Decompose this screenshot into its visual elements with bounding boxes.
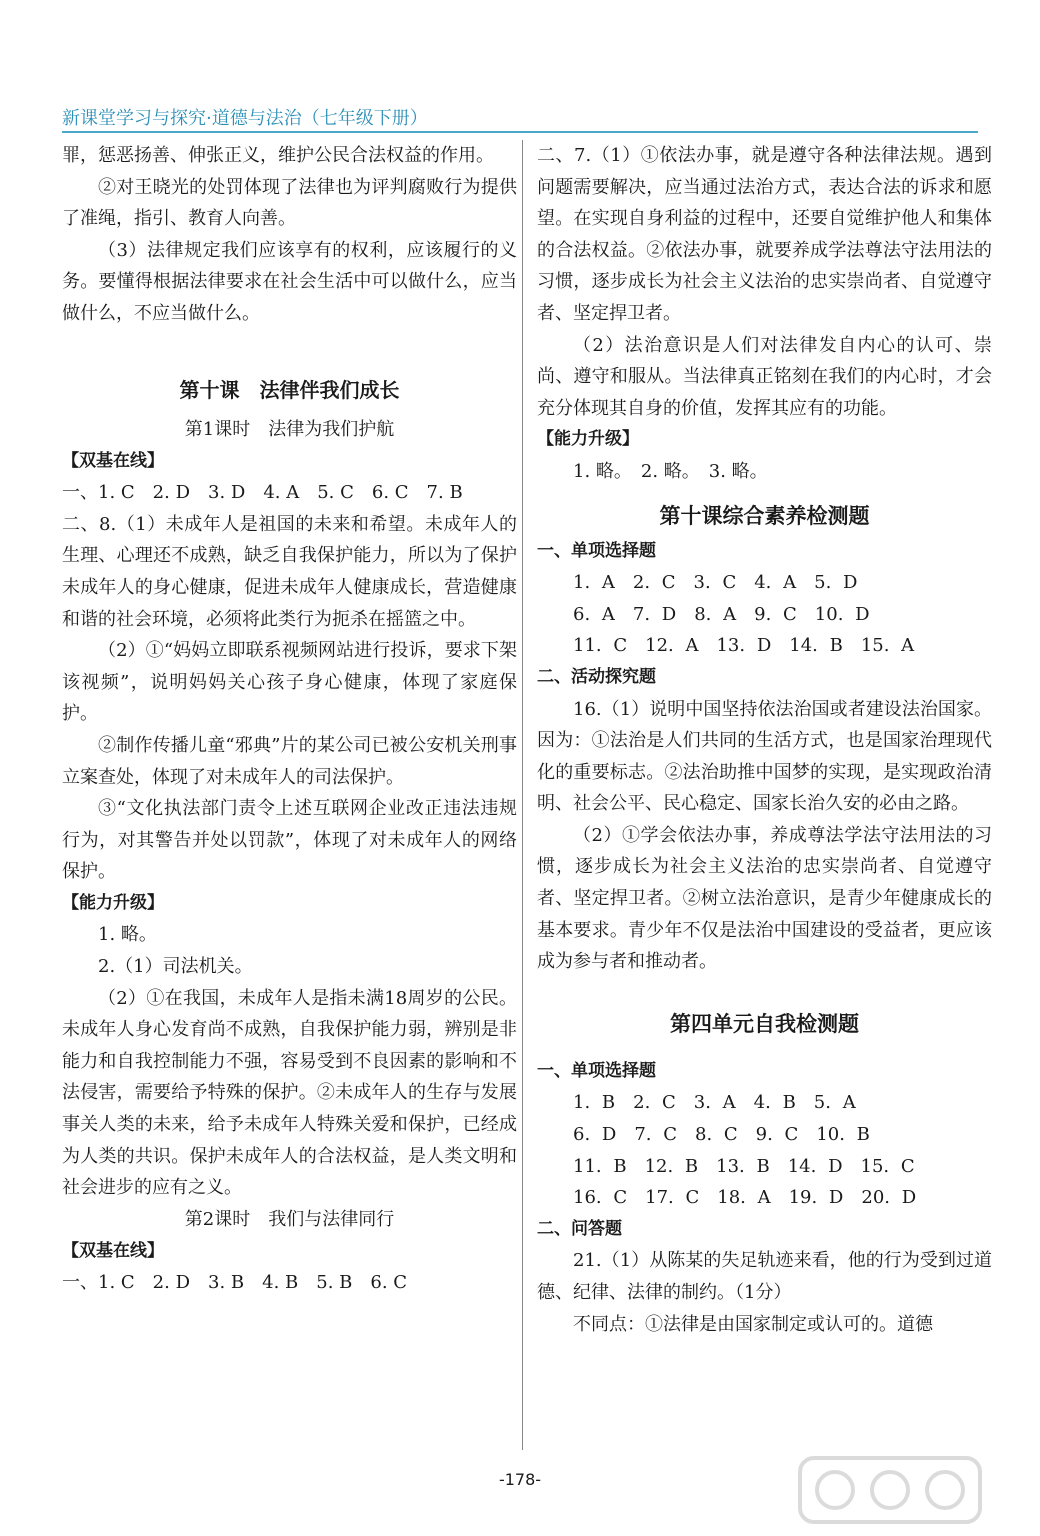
- answer-paragraph: 二、7.（1）①依法办事，就是遵守各种法律法规。遇到问题需要解决，应当通过法治方式，表达合法的诉求和愿望。在实现自身利益的过程中，还要自觉维护他人和集体的合法权益。②依法办事，就要养成学法尊法守法用法的习惯，逐步成长为社会主义法治的忠实崇尚者、自觉遵守者、坚定捍卫者。: [537, 145, 992, 324]
- answer-line: 一、1. C 2. D 3. B 4. B 5. B 6. C: [62, 1272, 408, 1294]
- answer-line: 一、1. C 2. D 3. D 4. A 5. C 6. C 7. B: [62, 482, 463, 504]
- answer-line: 6. D 7. C 8. C 9. C 10. B: [573, 1124, 870, 1146]
- period-title: 第2课时 我们与法律同行: [184, 1208, 395, 1230]
- test-title: 第四单元自我检测题: [670, 1011, 859, 1036]
- page-number: -178-: [498, 1470, 542, 1489]
- answer-line: 2.（1）司法机关。: [98, 956, 253, 978]
- answer-line: 1. 略。: [98, 924, 157, 946]
- book-header: 新课堂学习与探究·道德与法治（七年级下册）: [62, 108, 428, 129]
- answer-paragraph: （2）①在我国，未成年人是指未满18周岁的公民。未成年人身心发育尚不成熟，自我保护能力弱，辨别是非能力和自我控制能力不强，容易受到不良因素的影响和不法侵害，需要给予特殊的保护。②未成年人的生存与发展事关人类的未来，给予未成年人特殊关爱和保护，已经成为人类的共识。保护未成年人的合法权益，是人类文明和社会进步的应有之义。: [62, 987, 517, 1199]
- header-rule: [62, 131, 978, 133]
- answer-paragraph: 二、8.（1）未成年人是祖国的未来和希望。未成年人的生理、心理还不成熟，缺乏自我保护能力，所以为了保护未成年人的身心健康，促进未成年人健康成长，营造健康和谐的社会环境，必须将此类行为扼杀在摇篮之中。: [62, 513, 517, 630]
- paragraph: 罪，惩恶扬善、伸张正义，维护公民合法权益的作用。: [62, 145, 494, 166]
- answer-paragraph: ③“文化执法部门责令上述互联网企业改正违法违规行为，对其警告并处以罚款”，体现了对未成年人的网络保护。: [62, 798, 517, 883]
- section-heading: 二、活动探究题: [537, 666, 656, 687]
- section-heading: 【能力升级】: [62, 892, 164, 913]
- period-title: 第1课时 法律为我们护航: [184, 418, 395, 440]
- watermark-logo-icon: [790, 1450, 990, 1530]
- answer-line: 1. B 2. C 3. A 4. B 5. A: [573, 1092, 856, 1114]
- answer-paragraph: 不同点：①法律是由国家制定或认可的。道德: [573, 1313, 933, 1335]
- section-heading: 【双基在线】: [62, 450, 164, 471]
- right-column: [537, 140, 992, 1340]
- paragraph: （3）法律规定我们应该享有的权利，应该履行的义务。要懂得根据法律要求在社会生活中可以做什么，应当做什么，不应当做什么。: [62, 239, 517, 324]
- answer-line: 11. B 12. B 13. B 14. D 15. C: [573, 1155, 915, 1177]
- answer-line: 6. A 7. D 8. A 9. C 10. D: [573, 603, 870, 625]
- left-column: [62, 140, 517, 1299]
- answer-line: 1. A 2. C 3. C 4. A 5. D: [573, 572, 858, 594]
- paragraph: ②对王晓光的处罚体现了法律也为评判腐败行为提供了准绳，指引、教育人向善。: [62, 176, 517, 230]
- section-heading: 一、单项选择题: [537, 540, 656, 561]
- column-divider: [522, 140, 523, 1450]
- answer-paragraph: （2）法治意识是人们对法律发自内心的认可、崇尚、遵守和服从。当法律真正铭刻在我们的内心时，才会充分体现其自身的价值，发挥其应有的功能。: [537, 334, 992, 419]
- lesson-title: 第十课 法律伴我们成长: [179, 377, 400, 402]
- answer-paragraph: 21.（1）从陈某的失足轨迹来看，他的行为受到过道德、纪律、法律的制约。（1分）: [537, 1250, 992, 1303]
- answer-paragraph: （2）①学会依法办事，养成尊法学法守法用法的习惯，逐步成长为社会主义法治的忠实崇尚者、自觉遵守者、坚定捍卫者。②树立法治意识，是青少年健康成长的基本要求。青少年不仅是法治中国建设的受益者，更应该成为参与者和推动者。: [537, 824, 992, 973]
- section-heading: 【双基在线】: [62, 1240, 164, 1261]
- answer-paragraph: 16.（1）说明中国坚持依法治国或者建设法治国家。因为：①法治是人们共同的生活方式，也是国家治理现代化的重要标志。②法治助推中国梦的实现，是实现政治清明、社会公平、民心稳定、国家长治久安的必由之路。: [537, 698, 992, 815]
- answer-line: 1. 略。 2. 略。 3. 略。: [573, 460, 768, 482]
- section-heading: 二、问答题: [537, 1218, 622, 1239]
- answer-paragraph: （2）①“妈妈立即联系视频网站进行投诉，要求下架该视频”，说明妈妈关心孩子身心健康，体现了家庭保护。: [62, 640, 517, 725]
- section-heading: 一、单项选择题: [537, 1060, 656, 1081]
- answer-line: 11. C 12. A 13. D 14. B 15. A: [573, 635, 915, 657]
- answer-line: 16. C 17. C 18. A 19. D 20. D: [573, 1187, 917, 1209]
- test-title: 第十课综合素养检测题: [659, 503, 870, 528]
- answer-paragraph: ②制作传播儿童“邪典”片的某公司已被公安机关刑事立案查处，体现了对未成年人的司法保护。: [62, 734, 517, 788]
- section-heading: 【能力升级】: [537, 429, 639, 450]
